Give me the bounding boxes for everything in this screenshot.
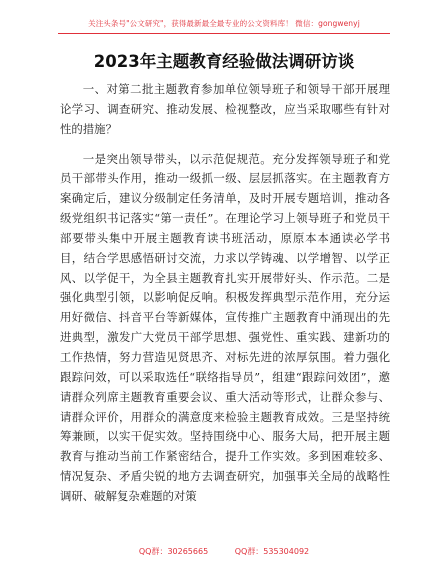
interview-question: 一、对第二批主题教育参加单位领导班子和领导干部开展理论学习、调查研究、推动发展、检视整改，应当采取哪些有针对性的措施？ xyxy=(60,82,390,136)
footer-contact xyxy=(0,546,448,557)
header-promo-note: 关注头条号"公文研究"，获得最新最全最专业的公文资料库！ 微信：gongwenyj xyxy=(88,19,360,28)
document-body xyxy=(60,80,390,507)
footer-qq-group-1: QQ群：30265665 xyxy=(138,547,209,556)
footer-qq-group-2: QQ群：535304092 xyxy=(234,547,310,556)
document-title: 2023年主题教育经验做法调研访谈 xyxy=(93,52,355,71)
header-divider xyxy=(58,33,390,34)
interview-answer: 一是突出领导带头，以示范促规范。充分发挥领导班子和党员干部带头作用，推动一级抓一级、层层抓落实。在主题教育方案确定后，建议分级制定任务清单，及时开展专题培训，推动各级党组织书记落实“第一责任”。在理论学习上领导班子和党员干部要带头集中开展主题教育读书班活动，原原本本通读必学书目，结合学思感悟研讨交流，力求以学铸魂、以学增智、以学正风、以学促干，为全县主题教育扎实开展带好头、作示范。二是强化典型引领，以影响促反响。积极发挥典型示范作用，充分运用好微信、抖音平台等新媒体，宣传推广主题教育中涌现出的先进典型，激发广大党员干部学思想、强党性、重实践、建新功的工作热情，努力营造见贤思齐、对标先进的浓厚氛围。着力强化跟踪问效，可以采取选任“联络指导员”，组建“跟踪问效团”，邀请群众列席主题教育重要会议、重大活动等形式，让群众参与、请群众评价，用群众的满意度来检验主题教育成效。三是坚持统筹兼顾，以实干促实效。坚持围绕中心、服务大局，把开展主题教育与推动当前工作紧密结合，提升工作实效。多到困难较多、情况复杂、矛盾尖锐的地方去调查研究，加强事关全局的战略性调研、破解复杂难题的对策 xyxy=(60,151,390,503)
